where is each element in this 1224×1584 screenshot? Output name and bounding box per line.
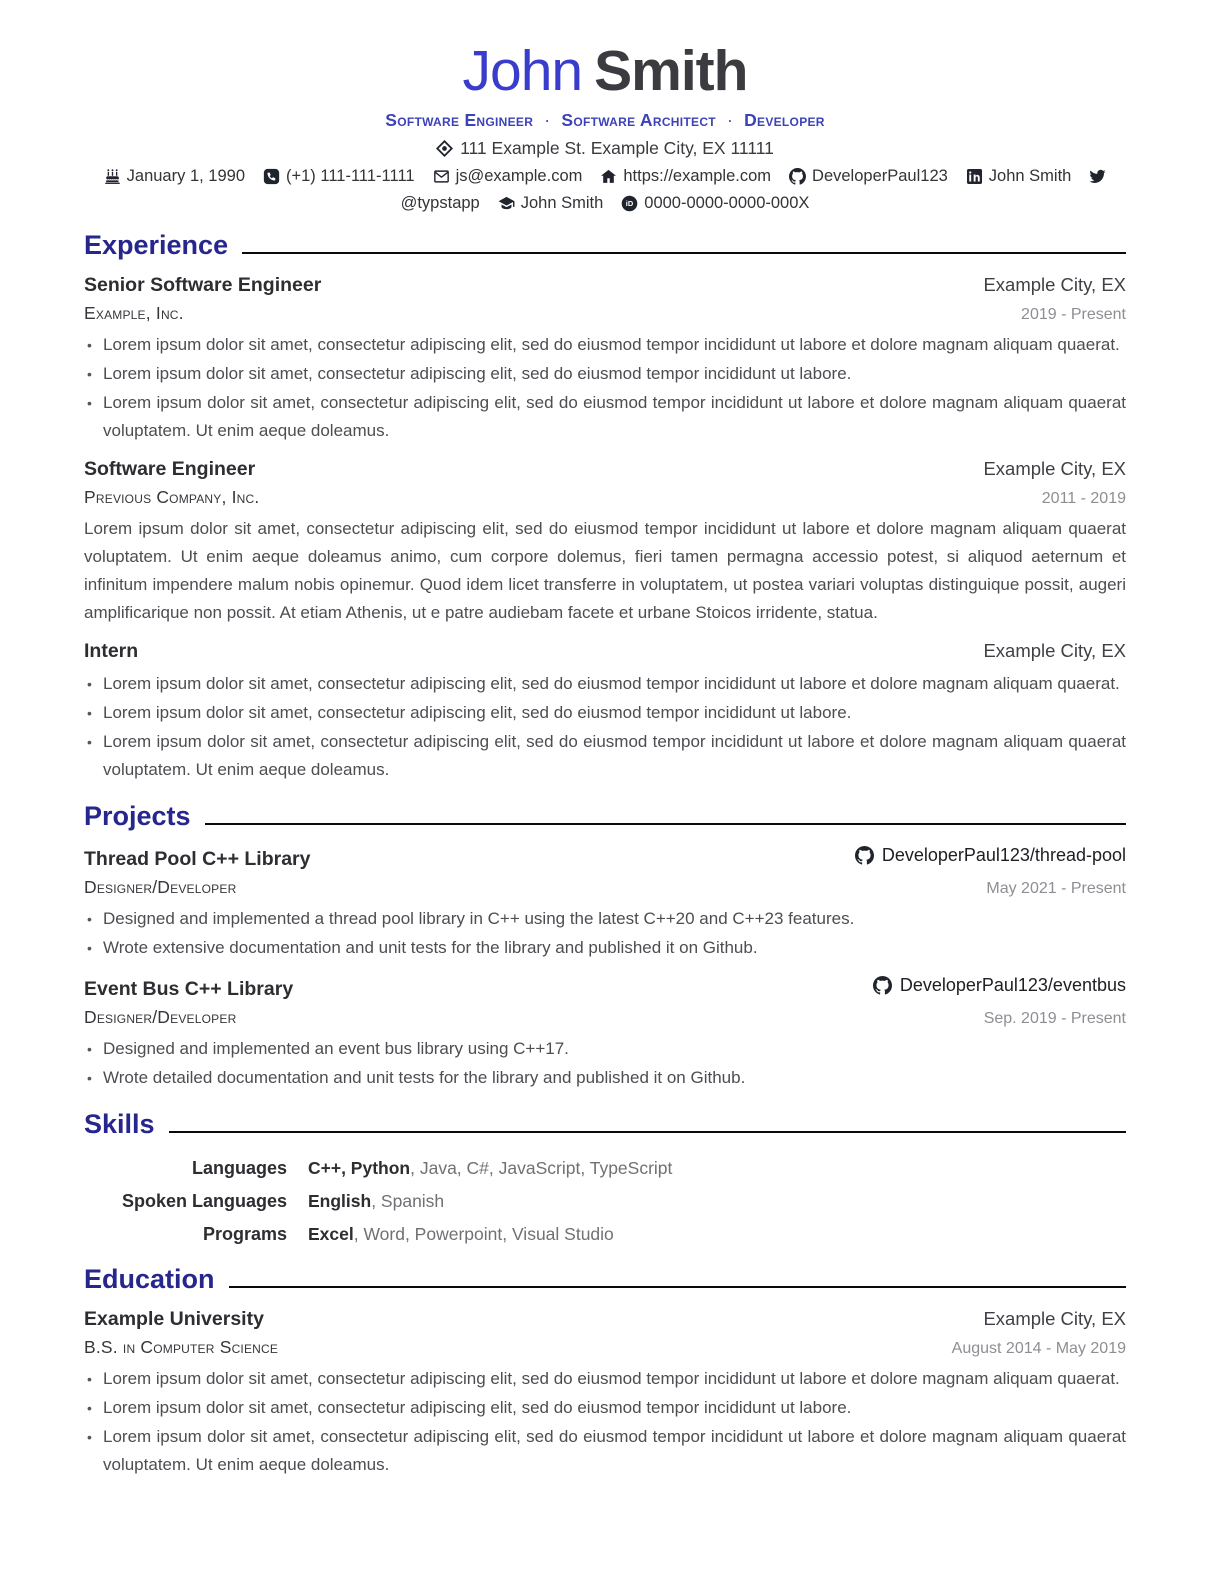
bullet-dot [84, 670, 103, 698]
bullet-dot [84, 331, 103, 359]
tagline-separator: · [544, 110, 551, 131]
skill-row [84, 1155, 1126, 1181]
first-name: John [462, 39, 583, 103]
job-description: Lorem ipsum dolor sit amet, consectetur adipiscing elit, sed do eiusmod tempor incididunt ut labore et dolore magnam aliquam quaerat voluptatem. Ut enim aeque doleamus animo, cum corpore dolemus, fieri tamen permagna accessio potest, si aliquod aeternum et infinitum impendere malum nobis opinemur. Quod idem licet transferre in voluptatem, ut postea variari voluptas distinguique possit, augeri amplificarique non possit. At etiam Athenis, ut e patre audiebam facete et urbane Stoicos irridente, statua. [84, 519, 1126, 623]
section-education [84, 1264, 1126, 1479]
bullet-text: Wrote detailed documentation and unit tests for the library and published it on Github. [103, 1068, 746, 1088]
contact-github[interactable] [789, 167, 948, 186]
project-repo-text[interactable]: DeveloperPaul123/eventbus [899, 975, 1126, 996]
bullet-text: Lorem ipsum dolor sit amet, consectetur adipiscing elit, sed do eiusmod tempor incididunt ut labore et dolore magnam aliquam quaerat voluptatem. Ut enim aeque doleamus. [103, 393, 1126, 441]
bullet-item [84, 728, 1126, 784]
bullet-item [84, 1035, 1126, 1063]
phone-icon [263, 168, 280, 185]
bullet-dot [84, 1035, 103, 1063]
github-icon [789, 168, 806, 185]
skill-other-items: , Spanish [371, 1191, 445, 1212]
job-location: Example City, EX [983, 274, 1126, 296]
bullet-text: Designed and implemented a thread pool library in C++ using the latest C++20 and C++23 features. [103, 909, 855, 929]
project-repo-link[interactable] [873, 975, 1126, 996]
bullet-item [84, 934, 1126, 962]
svg-text:iD: iD [626, 199, 634, 209]
bullet-dot [84, 728, 103, 784]
job-company: Example, Inc. [84, 303, 184, 324]
job-title: Software Engineer [84, 458, 256, 481]
project-dates: May 2021 - Present [986, 880, 1126, 898]
bullet-item [84, 389, 1126, 445]
contact-scholar-text[interactable]: John Smith [520, 194, 604, 213]
contact-phone[interactable] [263, 167, 415, 186]
projects-title: Projects [84, 801, 191, 832]
skill-label: Programs [202, 1224, 287, 1245]
skill-row [84, 1188, 1126, 1214]
bullet-item [84, 699, 1126, 727]
skill-strong-items: English [308, 1191, 372, 1212]
contact-scholar[interactable] [498, 194, 604, 213]
contact-linkedin[interactable] [966, 167, 1072, 186]
contact-orcid-text[interactable]: 0000-0000-0000-000X [644, 194, 810, 213]
skills-title: Skills [84, 1109, 155, 1140]
bullet-text: Lorem ipsum dolor sit amet, consectetur adipiscing elit, sed do eiusmod tempor incididunt ut labore et dolore magnam aliquam quaerat. [103, 674, 1120, 694]
contact-birthday-text: January 1, 1990 [126, 167, 245, 186]
skill-strong-items: Excel [308, 1224, 354, 1245]
bullet-text: Lorem ipsum dolor sit amet, consectetur adipiscing elit, sed do eiusmod tempor incididunt ut labore et dolore magnam aliquam quaerat. [103, 335, 1120, 355]
experience-entry [84, 640, 1126, 784]
email-icon [433, 168, 450, 185]
skill-value [308, 1221, 614, 1247]
home-icon [600, 168, 617, 185]
experience-title: Experience [84, 230, 229, 261]
location-icon [436, 140, 453, 157]
contact-email-text[interactable]: js@example.com [455, 167, 583, 186]
github-icon [855, 846, 874, 865]
projects-heading [84, 801, 1126, 832]
heading-rule [229, 1286, 1126, 1289]
education-dates: August 2014 - May 2019 [951, 1340, 1126, 1358]
education-entry [84, 1308, 1126, 1479]
section-projects [84, 801, 1126, 1092]
contact-line-2 [84, 194, 1126, 213]
skill-value [308, 1188, 444, 1214]
education-bullet-list [84, 1365, 1126, 1479]
bullet-dot [84, 1423, 103, 1479]
degree-name: B.S. in Computer Science [84, 1337, 279, 1358]
bullet-dot [84, 905, 103, 933]
contact-email[interactable] [433, 167, 583, 186]
bullet-dot [84, 389, 103, 445]
job-dates: 2011 - 2019 [1041, 490, 1126, 508]
job-location: Example City, EX [983, 640, 1126, 662]
job-dates: 2019 - Present [1021, 306, 1126, 324]
bullet-item [84, 905, 1126, 933]
orcid-icon [621, 195, 638, 212]
contact-linkedin-text[interactable]: John Smith [988, 167, 1072, 186]
job-title: Senior Software Engineer [84, 274, 322, 297]
project-bullet-list [84, 905, 1126, 962]
twitter-icon [1089, 168, 1106, 185]
bullet-item [84, 331, 1126, 359]
experience-heading [84, 230, 1126, 261]
contact-orcid[interactable] [621, 194, 809, 213]
address-text: 111 Example St. Example City, EX 11111 [460, 138, 774, 159]
section-experience [84, 230, 1126, 784]
project-name: Thread Pool C++ Library [84, 848, 311, 871]
scholar-icon [498, 195, 515, 212]
project-role: Designer/Developer [84, 1007, 237, 1028]
heading-rule [205, 823, 1126, 826]
contact-twitter-icon-wrap[interactable] [1089, 168, 1106, 185]
skill-row [84, 1221, 1126, 1247]
school-location: Example City, EX [983, 1308, 1126, 1330]
contact-github-text[interactable]: DeveloperPaul123 [812, 167, 948, 186]
bullet-dot [84, 699, 103, 727]
bullet-item [84, 670, 1126, 698]
person-name [84, 36, 1126, 107]
job-bullet-list [84, 331, 1126, 445]
project-bullet-list [84, 1035, 1126, 1092]
project-dates: Sep. 2019 - Present [983, 1010, 1126, 1028]
job-title: Intern [84, 640, 139, 663]
address-line [84, 138, 1126, 159]
contact-line-1 [84, 167, 1126, 186]
skill-label: Spoken Languages [121, 1191, 287, 1212]
bullet-item [84, 1064, 1126, 1092]
linkedin-icon [966, 168, 983, 185]
bullet-dot [84, 934, 103, 962]
bullet-item [84, 1365, 1126, 1393]
github-icon [873, 976, 892, 995]
bullet-text: Wrote extensive documentation and unit tests for the library and published it on Github. [103, 938, 758, 958]
bullet-item [84, 1394, 1126, 1422]
bullet-text: Lorem ipsum dolor sit amet, consectetur adipiscing elit, sed do eiusmod tempor incididunt ut labore et dolore magnam aliquam quaerat voluptatem. Ut enim aeque doleamus. [103, 1427, 1126, 1475]
skill-value [308, 1155, 672, 1181]
bullet-text: Lorem ipsum dolor sit amet, consectetur adipiscing elit, sed do eiusmod tempor incididunt ut labore et dolore magnam aliquam quaerat. [103, 1369, 1120, 1389]
project-entry [84, 845, 1126, 962]
skills-heading [84, 1109, 1126, 1140]
job-company: Previous Company, Inc. [84, 487, 260, 508]
contact-website[interactable] [600, 167, 771, 186]
project-name: Event Bus C++ Library [84, 978, 294, 1001]
bullet-item [84, 1423, 1126, 1479]
bullet-text: Designed and implemented an event bus library using C++17. [103, 1039, 569, 1059]
project-repo-text[interactable]: DeveloperPaul123/thread-pool [881, 845, 1126, 866]
contact-phone-text[interactable]: (+1) 111-111-1111 [286, 167, 415, 186]
job-taglines [84, 110, 1126, 131]
experience-entry [84, 274, 1126, 445]
job-location: Example City, EX [983, 458, 1126, 480]
bullet-text: Lorem ipsum dolor sit amet, consectetur adipiscing elit, sed do eiusmod tempor incididunt ut labore. [103, 1398, 852, 1418]
job-bullet-list [84, 670, 1126, 784]
birthday-cake-icon [104, 168, 121, 185]
school-name: Example University [84, 1308, 264, 1331]
tagline-item: Software Architect [561, 110, 716, 131]
last-name: Smith [594, 39, 748, 103]
experience-entry [84, 458, 1126, 627]
bullet-dot [84, 1064, 103, 1092]
tagline-item: Software Engineer [385, 110, 534, 131]
education-heading [84, 1264, 1126, 1295]
bullet-text: Lorem ipsum dolor sit amet, consectetur adipiscing elit, sed do eiusmod tempor incididunt ut labore. [103, 364, 852, 384]
contact-website-text[interactable]: https://example.com [623, 167, 772, 186]
bullet-item [84, 360, 1126, 388]
bullet-dot [84, 1365, 103, 1393]
resume-header [84, 36, 1126, 213]
contact-twitter[interactable] [401, 194, 480, 213]
tagline-item: Developer [744, 110, 825, 131]
tagline-separator: · [726, 110, 734, 131]
skill-other-items: , Word, Powerpoint, Visual Studio [353, 1224, 614, 1245]
contact-twitter-handle[interactable]: @typstapp [400, 194, 480, 213]
project-role: Designer/Developer [84, 877, 237, 898]
heading-rule [242, 252, 1126, 255]
heading-rule [169, 1131, 1126, 1134]
project-entry [84, 975, 1126, 1092]
bullet-dot [84, 360, 103, 388]
bullet-text: Lorem ipsum dolor sit amet, consectetur adipiscing elit, sed do eiusmod tempor incididunt ut labore. [103, 703, 852, 723]
education-title: Education [84, 1264, 215, 1295]
skill-strong-items: C++, Python [308, 1158, 411, 1179]
skills-table [84, 1155, 1126, 1247]
skill-other-items: , Java, C#, JavaScript, TypeScript [410, 1158, 673, 1179]
bullet-text: Lorem ipsum dolor sit amet, consectetur adipiscing elit, sed do eiusmod tempor incididunt ut labore et dolore magnam aliquam quaerat voluptatem. Ut enim aeque doleamus. [103, 732, 1126, 780]
bullet-dot [84, 1394, 103, 1422]
section-skills [84, 1109, 1126, 1247]
skill-label: Languages [191, 1158, 287, 1179]
contact-birthday [104, 167, 245, 186]
project-repo-link[interactable] [855, 845, 1126, 866]
